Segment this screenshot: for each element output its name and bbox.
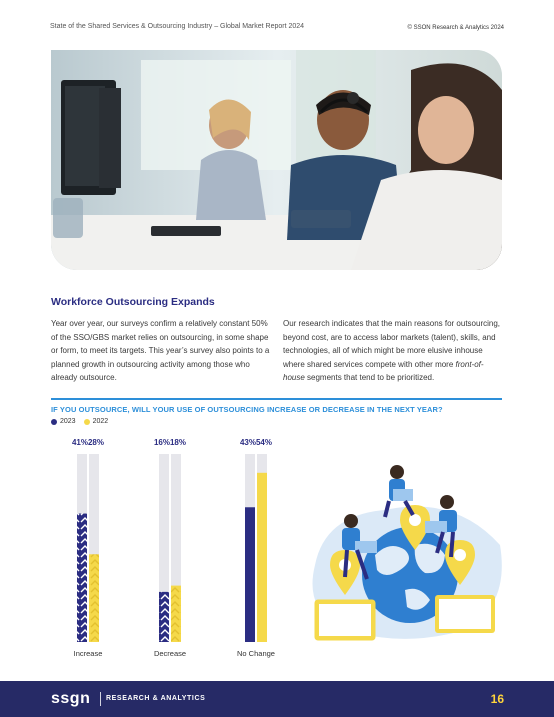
value-label: 43% (239, 438, 257, 447)
page-footer (0, 681, 554, 717)
category-label: Decrease (153, 649, 187, 658)
value-label: 18% (169, 438, 187, 447)
value-label: 16% (153, 438, 171, 447)
footer-tagline: RESEARCH & ANALYTICS (106, 695, 206, 702)
outsourcing-bar-chart (60, 432, 280, 667)
bar-2023-no-change (245, 507, 255, 642)
brand-logo: ssgn (51, 690, 91, 707)
section-title: Workforce Outsourcing Expands (51, 296, 215, 308)
copyright-note: © SSON Research & Analytics 2024 (407, 25, 504, 31)
bar-2022-increase (89, 554, 99, 642)
chart-title: IF YOU OUTSOURCE, WILL YOUR USE OF OUTSOURCING INCREASE OR DECREASE IN THE NEXT YEAR? (51, 405, 443, 414)
paragraph-left: Year over year, our surveys confirm a relatively constant 50% of the SSO/GBS market relies on outsourcing, in some shape or form, to meet its targets. This year’s survey also points to a planned growth in outsourcing activity among those who already outsource. (51, 319, 270, 383)
page-number: 16 (490, 692, 504, 706)
value-label: 41% (71, 438, 89, 447)
legend-item-2022 (84, 418, 109, 425)
bar-2023-increase (77, 514, 87, 642)
illustration-art (305, 455, 505, 655)
category-label: No Change (237, 649, 275, 658)
call-center-photo-art (51, 50, 502, 270)
chart-divider (51, 398, 502, 400)
bar-2022-decrease (171, 586, 181, 642)
paragraph-right-start: Our research indicates that the main reasons for outsourcing, beyond cost, are to access labor markets (talent), skills, and technologies, all of which might be more elusive inhouse where shared services compete with other more (283, 319, 500, 369)
value-label: 54% (255, 438, 273, 447)
paragraph-right-end: segments that tend to be prioritized. (304, 373, 435, 383)
legend-dot-2023 (51, 419, 57, 425)
bar-2022-no-change (257, 473, 267, 642)
call-center-photo (51, 50, 502, 270)
paragraph-right-emphasis: front-of-house (283, 359, 484, 383)
legend-label-2022: 2022 (92, 418, 109, 425)
chart-legend (51, 418, 116, 425)
value-label: 28% (87, 438, 105, 447)
footer-divider (100, 692, 101, 706)
people-globe-illustration-icon (305, 455, 505, 655)
report-title: State of the Shared Services & Outsourcing Industry – Global Market Report 2024 (50, 23, 305, 30)
bar-2023-decrease (159, 592, 169, 642)
legend-label-2023: 2023 (60, 418, 76, 425)
paragraph-right (283, 317, 505, 385)
legend-dot-2022 (84, 419, 90, 425)
legend-item-2023 (51, 418, 76, 425)
category-label: Increase (73, 649, 103, 658)
